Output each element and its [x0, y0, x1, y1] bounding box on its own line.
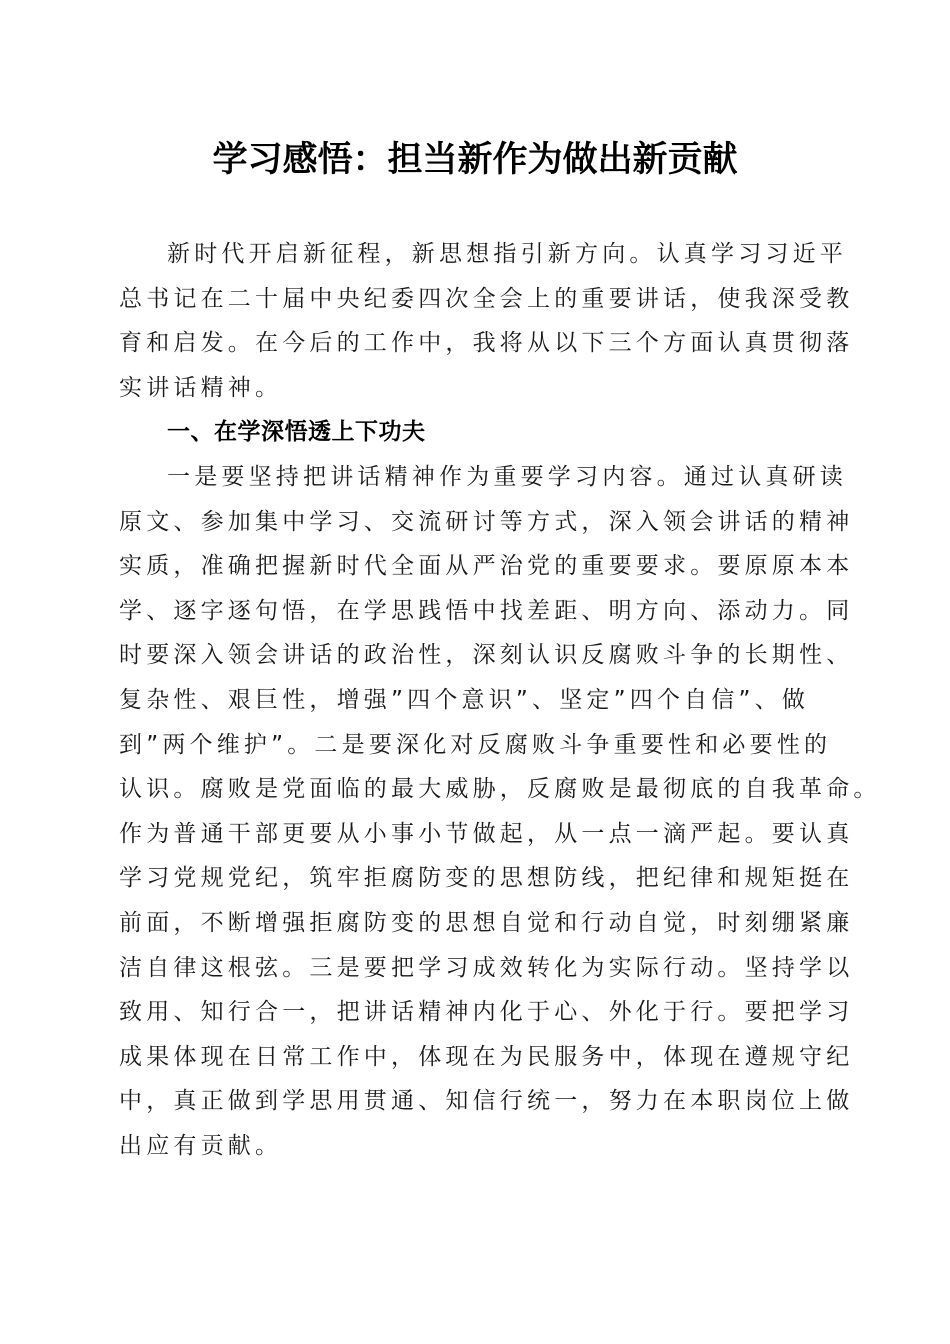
text-line: 一是要坚持把讲话精神作为重要学习内容。通过认真研读: [167, 463, 847, 490]
text-line: 中，真正做到学思用贯通、知信行统一，努力在本职岗位上做: [119, 1088, 854, 1115]
section-heading: 一、在学深悟透上下功夫: [167, 419, 426, 446]
text-line: 致用、知行合一，把讲话精神内化于心、外化于行。要把学习: [119, 999, 854, 1026]
text-line: 认识。腐败是党面临的最大威胁，反腐败是最彻底的自我革命。: [119, 776, 881, 803]
text-line: 洁自律这根弦。三是要把学习成效转化为实际行动。坚持学以: [119, 954, 854, 981]
text-line: 成果体现在日常工作中，体现在为民服务中，体现在遵规守纪: [119, 1043, 854, 1070]
text-line: 时要深入领会讲话的政治性，深刻认识反腐败斗争的长期性、: [119, 642, 854, 669]
text-line: 新时代开启新征程，新思想指引新方向。认真学习习近平: [167, 241, 847, 267]
text-line: 作为普通干部更要从小事小节做起，从一点一滴严起。要认真: [119, 820, 854, 847]
document-title: 学习感悟：担当新作为做出新贡献: [212, 139, 738, 180]
text-line: 实讲话精神。: [119, 374, 283, 401]
section-paragraph: [119, 455, 881, 1169]
intro-paragraph: [119, 232, 854, 410]
text-line: 原文、参加集中学习、交流研讨等方式，深入领会讲话的精神: [119, 508, 854, 535]
text-line: 前面，不断增强拒腐防变的思想自觉和行动自觉，时刻绷紧廉: [119, 909, 854, 936]
document-body: [119, 232, 881, 1168]
text-line: 学习党规党纪，筑牢拒腐防变的思想防线，把纪律和规矩挺在: [119, 865, 854, 892]
text-line: 复杂性、艰巨性，增强”四个意识”、坚定”四个自信”、做: [119, 686, 810, 713]
text-line: 出应有贡献。: [119, 1132, 283, 1159]
text-line: 总书记在二十届中央纪委四次全会上的重要讲话，使我深受教: [119, 285, 854, 312]
text-line: 学、逐字逐句悟，在学思践悟中找差距、明方向、添动力。同: [119, 597, 854, 624]
text-line: 到”两个维护”。二是要深化对反腐败斗争重要性和必要性的: [119, 731, 832, 758]
text-line: 育和启发。在今后的工作中，我将从以下三个方面认真贯彻落: [119, 330, 854, 357]
text-line: 实质，准确把握新时代全面从严治党的重要要求。要原原本本: [119, 553, 854, 580]
